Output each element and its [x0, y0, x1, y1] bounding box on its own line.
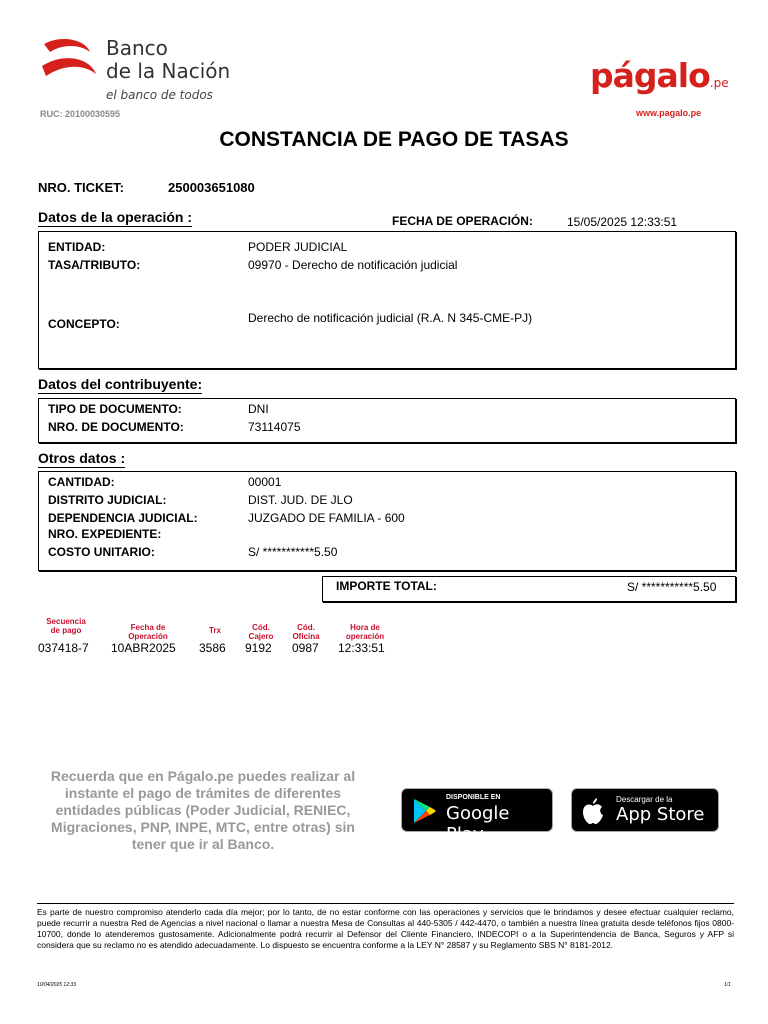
operation-box	[38, 231, 736, 369]
apple-icon	[581, 797, 605, 825]
operation-date-value: 15/05/2025 12:33:51	[567, 215, 678, 229]
ruc-number: RUC: 20100030595	[40, 109, 121, 119]
app-store-button[interactable]	[571, 788, 719, 832]
distrito-value: DIST. JUD. DE JLO	[248, 493, 353, 507]
promo-text: Recuerda que en Págalo.pe puedes realizar al instante el pago de trámites de diferentes entidades públicas (Poder Judicial, RENIEC, Migraciones, PNP, INPE, MTC, entre otras) sin tener que ir al Banco.	[50, 768, 356, 852]
other-section-title: Otros datos :	[38, 450, 126, 466]
pagalo-url: www.pagalo.pe	[636, 108, 702, 118]
entidad-value: PODER JUDICIAL	[248, 240, 348, 254]
secuencia-value: 037418-7	[38, 641, 89, 655]
costo-label: COSTO UNITARIO:	[48, 545, 155, 559]
fecha-value: 10ABR2025	[111, 641, 176, 655]
entidad-label: ENTIDAD:	[48, 240, 106, 254]
legal-text: Es parte de nuestro compromiso atenderlo cada día mejor; por lo tanto, de no estar conforme con las operaciones y servicios que le brindamos y desee efectuar cualquier reclamo, puede recurrir a nuestra Red de Agencias a nivel nacional o llamar a nuestra Mesa de Consultas al 440-5305 / 442-4470, o también a nuestra línea gratuita desde teléfonos fijos 0800-10700, donde lo atenderemos gustosamente. Adicionalmente podrá recurrir al Defensor del Cliente Financiero, INDECOPI o a la Superintendencia de Banca, Seguros y AFP si considera que su reclamo no es atendido adecuadamente. Lo dispuesto se encuentra conforme a la LEY N° 28587 y su Reglamento SBS N° 8181-2012.	[37, 907, 734, 950]
total-value: S/ ***********5.50	[627, 580, 717, 594]
app-store-label: App Store	[616, 804, 705, 825]
costo-value: S/ ***********5.50	[248, 545, 338, 559]
google-play-small-label: DISPONIBLE EN	[446, 794, 501, 801]
doc-type-label: TIPO DE DOCUMENTO:	[48, 402, 182, 416]
tasa-label: TASA/TRIBUTO:	[48, 258, 141, 272]
ticket-value: 250003651080	[168, 180, 255, 195]
page-number: 1/1	[724, 982, 731, 988]
ticket-label: NRO. TICKET:	[38, 180, 124, 195]
google-play-button[interactable]	[401, 788, 553, 845]
oficina-value: 0987	[292, 641, 319, 655]
cantidad-label: CANTIDAD:	[48, 475, 115, 489]
header-cajero: Cód. Cajero	[248, 623, 274, 641]
pagalo-logo	[590, 56, 729, 95]
distrito-label: DISTRITO JUDICIAL:	[48, 493, 167, 507]
page-title: CONSTANCIA DE PAGO DE TASAS	[219, 128, 569, 151]
cajero-value: 9192	[245, 641, 272, 655]
bank-name-line2: de la Nación	[106, 59, 231, 83]
cantidad-value: 00001	[248, 475, 282, 489]
doc-number-value: 73114075	[248, 420, 301, 434]
print-date: 10/04/2025 12:33	[37, 982, 76, 988]
bank-logo-icon	[40, 36, 102, 82]
header-secuencia: Secuencia de pago	[46, 617, 86, 635]
tasa-value: 09970 - Derecho de notificación judicial	[248, 258, 458, 272]
footer-divider	[37, 903, 734, 904]
pagalo-suffix: .pe	[709, 76, 729, 90]
trx-value: 3586	[199, 641, 226, 655]
google-play-icon	[412, 798, 436, 824]
app-store-small-label: Descargar de la	[616, 795, 673, 804]
contributor-section-title: Datos del contribuyente:	[38, 376, 203, 392]
google-play-label: Google Play	[446, 803, 510, 845]
header-fecha: Fecha de Operación	[128, 623, 168, 641]
operation-section-title: Datos de la operación :	[38, 209, 193, 225]
pagalo-brand: págalo	[590, 56, 710, 95]
bank-tagline: el banco de todos	[106, 88, 213, 102]
bank-name-line1: Banco	[106, 36, 168, 60]
header-trx: Trx	[208, 626, 221, 635]
concepto-value: Derecho de notificación judicial (R.A. N 345-CME-PJ)	[248, 311, 533, 325]
concepto-label: CONCEPTO:	[48, 317, 120, 331]
header-oficina: Cód. Oficina	[292, 623, 320, 641]
total-label: IMPORTE TOTAL:	[336, 579, 437, 593]
header-hora: Hora de operación	[345, 623, 385, 641]
expediente-label: NRO. EXPEDIENTE:	[48, 527, 162, 541]
operation-date-label: FECHA DE OPERACIÓN:	[392, 214, 533, 228]
doc-type-value: DNI	[248, 402, 269, 416]
dependencia-value: JUZGADO DE FAMILIA - 600	[248, 511, 405, 525]
doc-number-label: NRO. DE DOCUMENTO:	[48, 420, 184, 434]
hora-value: 12:33:51	[338, 641, 385, 655]
dependencia-label: DEPENDENCIA JUDICIAL:	[48, 511, 198, 525]
